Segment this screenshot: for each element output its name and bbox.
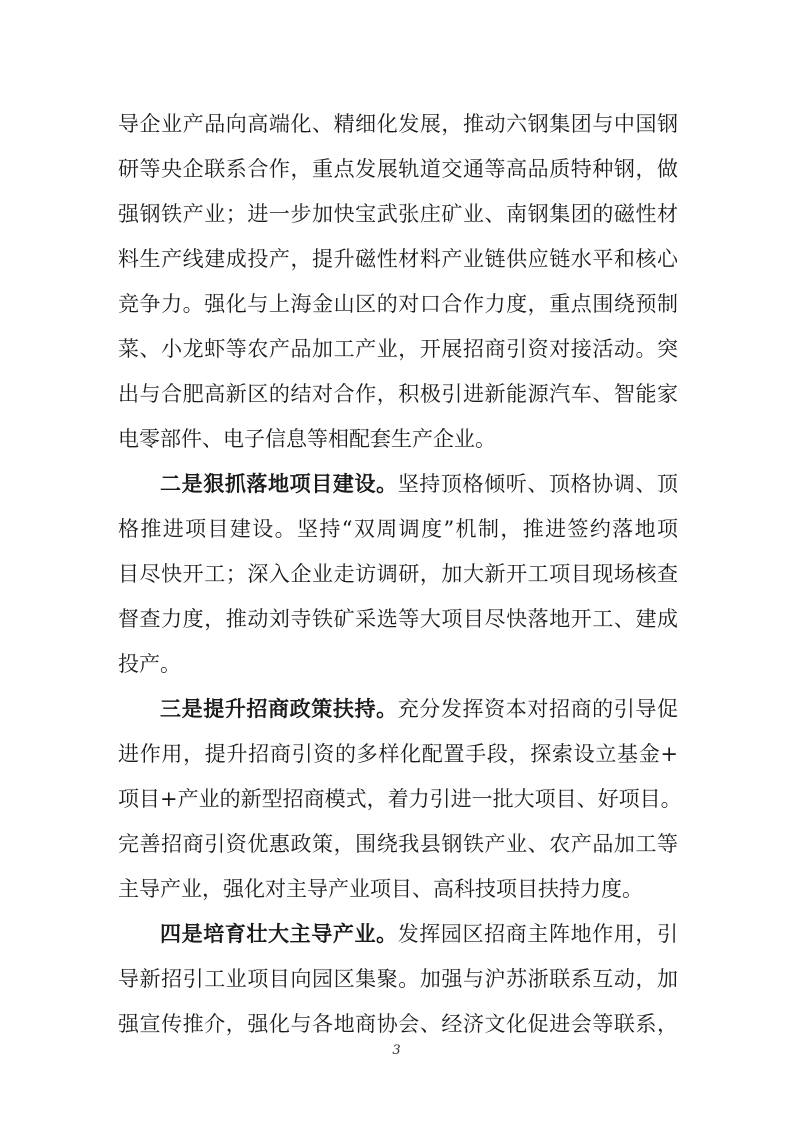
body-text-line: 目尽快开工；深入企业走访调研，加大新开工项目现场核查 [118, 562, 678, 586]
body-text-line: 强宣传推介，强化与各地商协会、经济文化促进会等联系， [118, 1012, 678, 1036]
body-text-line: 投产。 [118, 652, 181, 676]
body-text: 充分发挥资本对招商的引导促 [397, 697, 679, 721]
body-text-line: 菜、小龙虾等农产品加工产业，开展招商引资对接活动。突 [118, 337, 678, 361]
paragraph-heading: 三是提升招商政策扶持。 [160, 696, 398, 721]
body-text-line: 研等央企联系合作，重点发展轨道交通等高品质特种钢，做 [118, 157, 678, 181]
paragraph-first-line [160, 919, 678, 949]
body-text-line: 料生产线建成投产，提升磁性材料产业链供应链水平和核心 [118, 247, 678, 271]
body-text-line: 完善招商引资优惠政策，围绕我县钢铁产业、农产品加工等 [118, 832, 678, 856]
body-text: 坚持顶格倾听、顶格协调、顶 [397, 472, 679, 496]
body-text-line: 主导产业，强化对主导产业项目、高科技项目扶持力度。 [118, 877, 643, 901]
body-text-line: 进作用，提升招商引资的多样化配置手段，探索设立基金+ [118, 742, 678, 766]
paragraph-heading: 四是培育壮大主导产业。 [160, 921, 398, 946]
page-number: 3 [392, 1043, 401, 1058]
body-text-line: 格推进项目建设。坚持“双周调度”机制，推进签约落地项 [118, 517, 678, 541]
body-text-line: 项目+产业的新型招商模式，着力引进一批大项目、好项目。 [118, 787, 682, 811]
body-text-line: 导新招引工业项目向园区集聚。加强与沪苏浙联系互动，加 [118, 967, 678, 991]
body-text-line: 电零部件、电子信息等相配套生产企业。 [118, 427, 496, 451]
body-text-line: 导企业产品向高端化、精细化发展，推动六钢集团与中国钢 [118, 112, 678, 136]
body-text-line: 督查力度，推动刘寺铁矿采选等大项目尽快落地开工、建成 [118, 607, 678, 631]
body-text-line: 竞争力。强化与上海金山区的对口合作力度，重点围绕预制 [118, 292, 678, 316]
body-text: 发挥园区招商主阵地作用，引 [397, 922, 679, 946]
paragraph-first-line [160, 694, 678, 724]
body-text-line: 强钢铁产业；进一步加快宝武张庄矿业、南钢集团的磁性材 [118, 202, 678, 226]
paragraph-first-line [160, 469, 678, 499]
paragraph-heading: 二是狠抓落地项目建设。 [160, 471, 398, 496]
body-text-line: 出与合肥高新区的结对合作，积极引进新能源汽车、智能家 [118, 382, 678, 406]
